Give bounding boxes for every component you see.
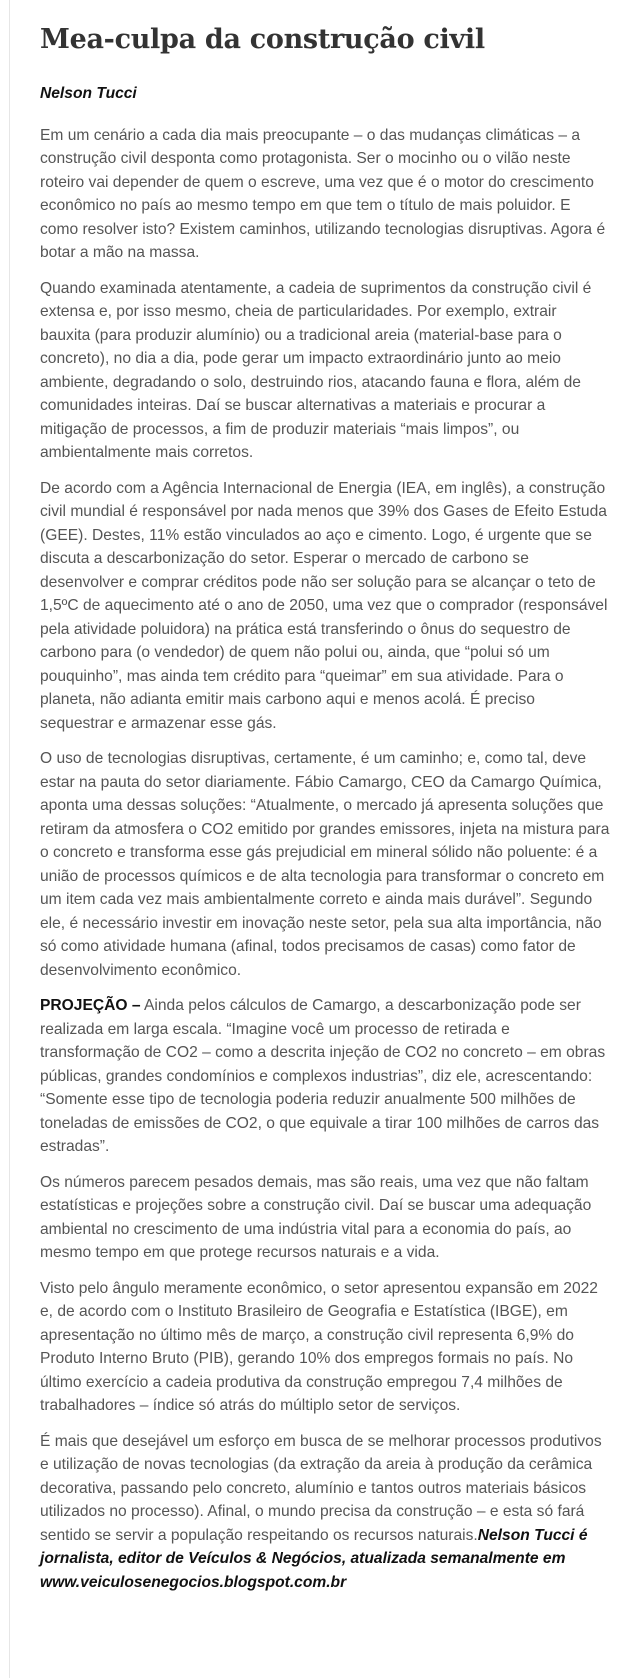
- paragraph-intro: Em um cenário a cada dia mais preocupante – o das mudanças climáticas – a construção civil desponta como protagonista. Ser o mocinho ou o vilão neste roteiro vai depender de quem o escreve, uma vez que é o motor do crescimento econômico no país ao mesmo tempo em que tem o título de mais poluidor. E como resolver isto? Existem caminhos, utilizando tecnologias disruptivas. Agora é botar a mão na massa.: [40, 126, 606, 261]
- paragraph-supply-chain: Quando examinada atentamente, a cadeia de suprimentos da construção civil é extensa e, por isso mesmo, cheia de particularidades. Por exemplo, extrair bauxita (para produzir alumínio) ou a tradicional areia (material-base para o concreto), no dia a dia, pode gerar um impacto extraordinário junto ao meio ambiente, degradando o solo, destruindo rios, atacando fauna e flora, além de comunidades inteiras. Daí se buscar alternativas a materiais e procurar a mitigação de processos, a fim de produzir materiais “mais limpos”, ou ambientalmente mais corretos.: [40, 279, 592, 461]
- paragraph-economy: Visto pelo ângulo meramente econômico, o setor apresentou expansão em 2022 e, de acordo com o Instituto Brasileiro de Geografia e Estatística (IBGE), em apresentação no último mês de março, a construção civil representa 6,9% do Produto Interno Bruto (PIB), gerando 10% dos empregos formais no país. No último exercício a cadeia produtiva da construção empregou 7,4 milhões de trabalhadores – índice só atrás do múltiplo setor de serviços.: [40, 1279, 598, 1414]
- paragraph-projection: [40, 994, 610, 1159]
- paragraph-numbers: Os números parecem pesados demais, mas são reais, uma vez que não faltam estatísticas e projeções sobre a construção civil. Daí se buscar uma adequação ambiental no crescimento de uma indústria vital para a economia do país, ao mesmo tempo em que protege recursos naturais e a vida.: [40, 1173, 592, 1261]
- article-author: Nelson Tucci: [40, 85, 137, 102]
- article: [40, 20, 610, 1606]
- final-text: É mais que desejável um esforço em busca de se melhorar processos produtivos e utilização de novas tecnologias (da extração da areia à produção da cerâmica decorativa, passando pelo concreto, alumínio e tantos outros materiais básicos utilizados no processo). Afinal, o mundo precisa da construção – e esta só fará sentido se servir a população respeitando os recursos naturais.: [40, 1432, 602, 1544]
- article-title: Mea-culpa da construção civil: [40, 24, 485, 55]
- paragraph-disruptive-tech: O uso de tecnologias disruptivas, certamente, é um caminho; e, como tal, deve estar na pauta do setor diariamente. Fábio Camargo, CEO da Camargo Química, aponta uma dessas soluções: “Atualmente, o mercado já apresenta soluções que retiram da atmosfera o CO2 emitido por grandes emissores, injeta na mistura para o concreto e transforma esse gás prejudicial em mineral sólido não poluente: é a união de processos químicos e de alta tecnologia para transformar o concreto em um item cada vez mais ambientalmente correto e ainda mais durável”. Segundo ele, é necessário investir em inovação neste setor, pela sua alta importância, não só como atividade humana (afinal, todos precisamos de casas) como fator de desenvolvimento econômico.: [40, 750, 610, 979]
- paragraph-final: [40, 1430, 610, 1595]
- projection-heading: PROJEÇÃO –: [40, 997, 141, 1014]
- projection-text: Ainda pelos cálculos de Camargo, a descarbonização pode ser realizada em larga escala. “Imagine você um processo de retirada e transformação de CO2 – como a descrita injeção de CO2 no concreto – em obras públicas, grandes condomínios e complexos industrias”, diz ele, acrescentando: “Somente esse tipo de tecnologia poderia reduzir anualmente 500 milhões de toneladas de emissões de CO2, o que equivale a tirar 100 milhões de carros das estradas”.: [40, 997, 606, 1155]
- paragraph-iea: De acordo com a Agência Internacional de Energia (IEA, em inglês), a construção civil mundial é responsável por nada menos que 39% dos Gases de Efeito Estuda (GEE). Destes, 11% estão vinculados ao aço e cimento. Logo, é urgente que se discuta a descarbonização do setor. Esperar o mercado de carbono se desenvolver e comprar créditos pode não ser solução para se alcançar o teto de 1,5ºC de aquecimento até o ano de 2050, uma vez que o comprador (responsável pela atividade poluidora) na prática está transferindo o ônus do sequestro de carbono para (o vendedor) de quem não polui ou, ainda, que “polui só um pouquinho”, mas ainda tem crédito para “queimar” em sua atividade. Para o planeta, não adianta emitir mais carbono aqui e menos acolá. É preciso sequestrar e armazenar esse gás.: [40, 479, 608, 732]
- author-note: Nelson Tucci é jornalista, editor de Veículos & Negócios, atualizada semanalmente em www.veiculosenegocios.blogspot.com.br: [40, 1526, 588, 1591]
- page-left-border: [9, 0, 10, 1678]
